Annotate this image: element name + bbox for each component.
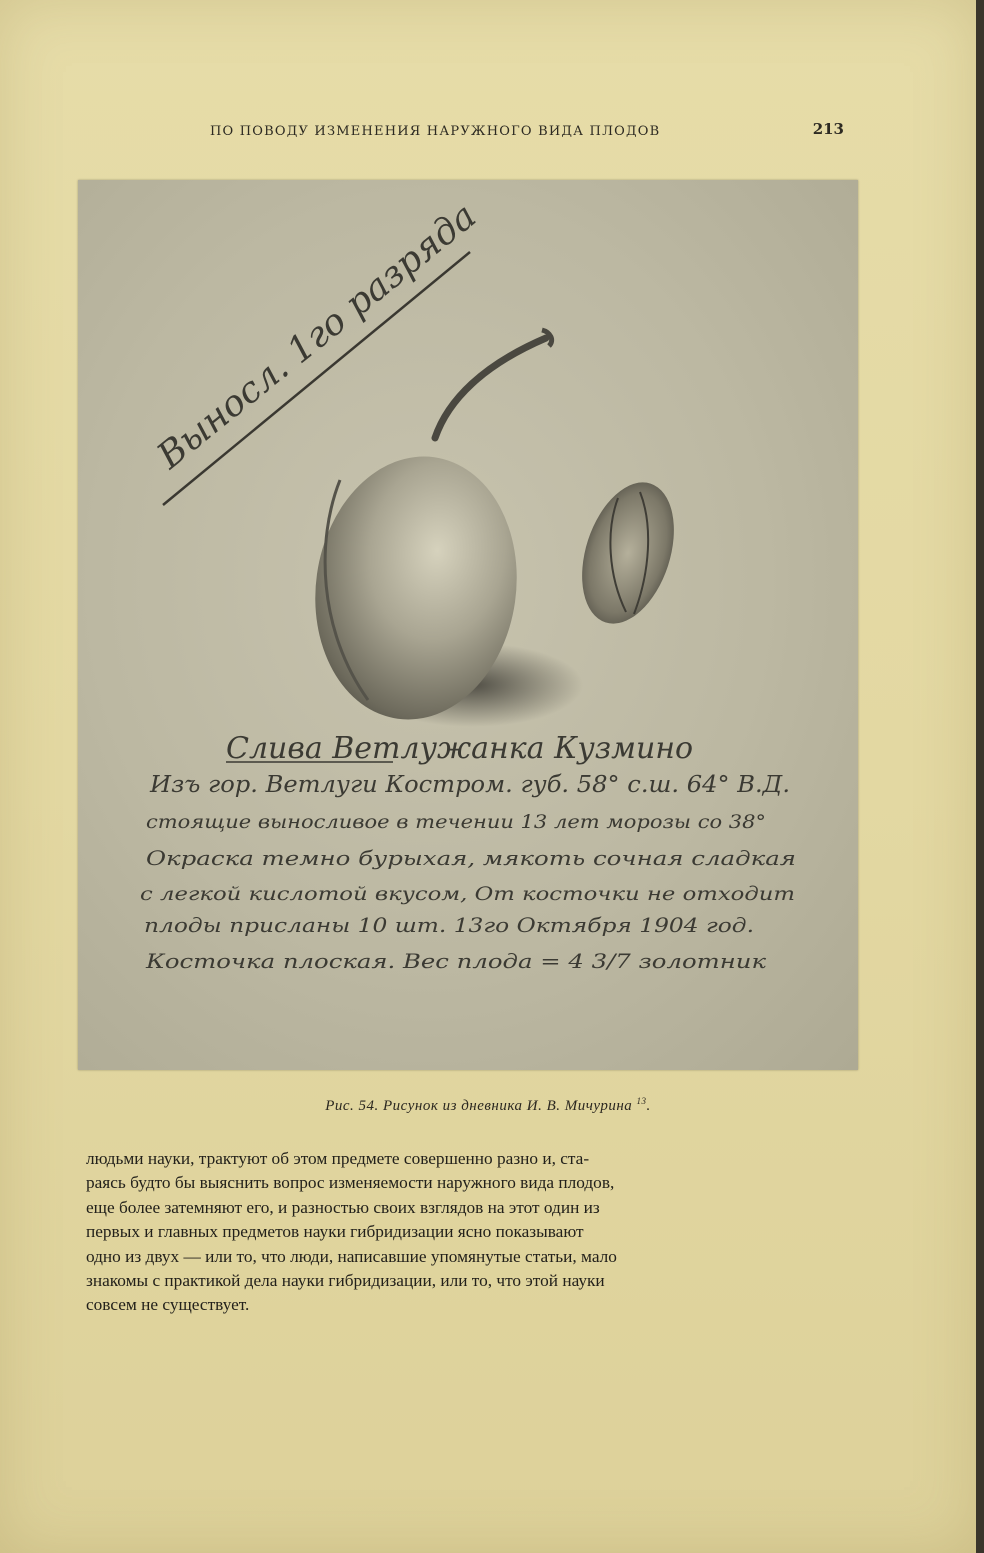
page-number: 213 xyxy=(812,120,844,138)
note-line-7: Косточка плоская. Вес плода = 4 3/7 золотник xyxy=(144,949,767,973)
note-line-2: Изъ гор. Ветлуги Костром. губ. 58° с.ш. 64° В.Д. xyxy=(148,772,791,798)
body-line: людьми науки, трактуют об этом предмете совершенно разно и, ста- xyxy=(86,1149,590,1168)
body-line: совсем не существует. xyxy=(86,1295,250,1315)
handwritten-notes xyxy=(140,731,796,973)
body-paragraph xyxy=(86,1147,846,1318)
caption-footnote: 13 xyxy=(636,1096,647,1106)
body-line: раясь будто бы выяснить вопрос изменяемости наружного вида плодов, xyxy=(86,1173,615,1193)
caption-text: Рис. 54. Рисунок из дневника И. В. Мичурина xyxy=(325,1098,633,1114)
body-line: знакомы с практикой дела науки гибридизации, или то, что этой науки xyxy=(86,1271,605,1291)
plum-stone xyxy=(565,471,690,636)
body-line: одно из двух — или то, что люди, написавшие упомянутые статьи, мало xyxy=(86,1246,617,1266)
body-line: первых и главных предметов науки гибридизации ясно показывают xyxy=(86,1222,584,1242)
note-line-4: Окраска темно бурыхая, мякоть сочная сладкая xyxy=(146,846,796,870)
plum-drawing xyxy=(78,180,858,1070)
note-line-1: Слива Ветлужанка Кузмино xyxy=(226,731,694,766)
page-header xyxy=(150,120,850,144)
caption-punct: . xyxy=(646,1098,651,1114)
figure-drawing xyxy=(78,180,858,1070)
note-line-3: стоящие выносливое в течении 13 лет морозы со 38° xyxy=(146,811,766,833)
diagonal-label: Выносл. 1го разряда xyxy=(149,195,484,477)
plum-stem xyxy=(435,338,546,438)
note-line-5: с легкой кислотой вкусом, От косточки не отходит xyxy=(140,883,795,905)
page-edge xyxy=(976,0,984,1553)
figure-caption xyxy=(0,1096,976,1115)
running-head: ПО ПОВОДУ ИЗМЕНЕНИЯ НАРУЖНОГО ВИДА ПЛОДОВ xyxy=(210,124,661,139)
body-line: еще более затемняют его, и разностью своих взглядов на этот один из xyxy=(86,1197,600,1217)
note-line-6: плоды присланы 10 шт. 13го Октября 1904 год. xyxy=(144,913,754,937)
